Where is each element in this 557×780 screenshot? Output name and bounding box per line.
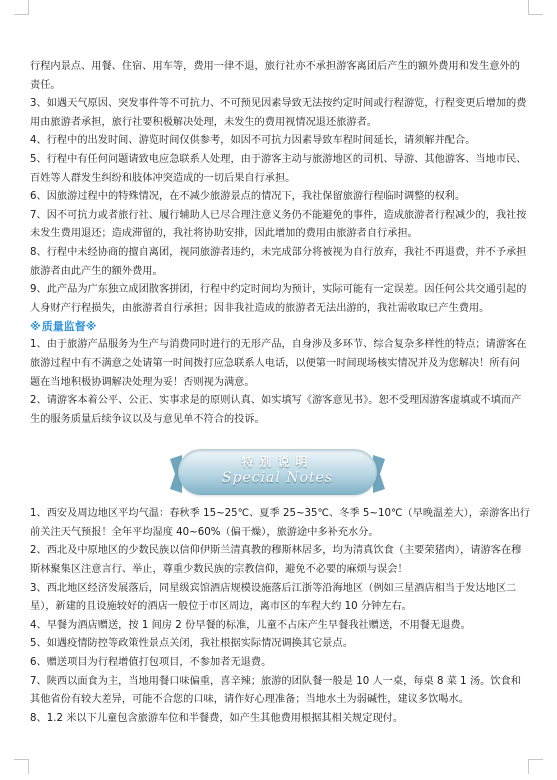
heading-mark: ※ <box>30 320 41 334</box>
paragraph: 2、西北及中原地区的少数民族以信仰伊斯兰清真教的穆斯林居多，均为清真饮食（主要荣猪肉），请游客在穆斯林聚集区注意言行、举止，尊重少数民族的宗教信仰，避免不必要的麻烦与误会！ <box>30 545 522 576</box>
page-corner-mark <box>14 759 29 774</box>
paragraph: 8、行程中未经协商的擅自离团，视同旅游者违约，未完成部分将被视为自行放弃，我社不再退费，并不予承担旅游者由此产生的额外费用。 <box>30 246 527 277</box>
paragraph: 1、由于旅游产品服务为生产与消费同时进行的无形产品，自身涉及多环节、综合复杂多样性的特点；请游客在旅游过程中有不满意之处请第一时间拨打应急联系人电话，以便第一时间现场核实情况并及为您解决！所有问题在当地积极协调解决处理为妥！否则视为满意。 <box>30 339 527 388</box>
special-notes-banner <box>170 449 385 495</box>
paragraph: 6、赠送项目为行程增值打包项目，不参加者无退费。 <box>30 657 272 669</box>
paragraph: 3、如遇天气原因、突发事件等不可抗力、不可预见因素导致无法按约定时间或行程游览，行程变更后增加的费用由旅游者承担，旅行社要积极解决处理，未发生的费用视情况退还旅游者。 <box>30 98 527 128</box>
document-body <box>30 58 530 728</box>
heading-text: 质量监督※ <box>41 320 97 334</box>
special-notes-banner-area <box>30 435 530 497</box>
paragraph: 1、西安及周边地区平均气温：春秋季 15~25℃、夏季 25~35℃、冬季 5~10℃（早晚温差大），亲游客出行前关注天气预报！全年平均湿度 40~60%（偏干燥），旅游途中多补充水分。 <box>30 508 531 538</box>
banner-title: 特别说明 <box>241 455 314 470</box>
paragraph: 2、请游客本着公平、公正、实事求是的原则认真、如实填写《游客意见书》。恕不受理因游客虚填或不填而产生的服务质量后续争议以及与意见单不符合的投诉。 <box>30 395 522 425</box>
paragraph: 7、陕西以面食为主，当地用餐口味偏重，喜辛辣；旅游的团队餐一般是 10 人一桌，每桌 8 菜 1 汤。饮食和其他省份有较大差异，可能不合您的口味，请作好心理准备；当地水土为弱碱性，建议多饮喝水。 <box>30 675 521 706</box>
paragraph: 4、早餐为酒店赠送，按 1 间房 2 份早餐的标准，儿童不占床产生早餐我社赠送，不用餐无退费。 <box>30 619 471 631</box>
banner-plate <box>178 449 377 495</box>
paragraph: 5、如遇疫情防控等政策性景点关闭，我社根据实际情况调换其它景点。 <box>30 638 353 650</box>
paragraph: 5、行程中有任何问题请致电应急联系人处理，由于游客主动与旅游地区的司机、导游、其他游客、当地市民、百姓等人群发生纠纷和肢体冲突造成的一切后果自行承担。 <box>30 153 527 184</box>
page-corner-mark <box>14 0 29 15</box>
paragraph: 7、因不可抗力或者旅行社、履行辅助人已尽合理注意义务仍不能避免的事件，造成旅游者行程减少的，我社按未发生费用退还；造成滞留的，我社将协助安排，因此增加的费用由旅游者自行承担。 <box>30 209 527 240</box>
page-corner-mark <box>528 759 543 774</box>
paragraph: 6、因旅游过程中的特殊情况，在不减少旅游景点的情况下，我社保留旅游行程临时调整的权利。 <box>30 191 466 203</box>
paragraph: 4、行程中的出发时间、游览时间仅供参考，如因不可抗力因素导致车程时间延长，请须解并配合。 <box>30 135 476 147</box>
section-heading-quality <box>30 318 530 336</box>
banner-subtitle: Special Notes <box>221 470 334 487</box>
paragraph: 3、西北地区经济发展落后，同星级宾馆酒店规模设施落后江浙等沿海地区（例如三星酒店相当于发达地区二星），新建的且设施较好的酒店一般位于市区周边，离市区的车程大约 10 分钟左右。 <box>30 582 517 613</box>
paragraph: 8、1.2 米以下儿童包含旅游车位和半餐费，如产生其他费用根据其相关规定现付。 <box>30 712 404 724</box>
page-corner-mark <box>528 0 543 15</box>
paragraph: 行程内景点、用餐、住宿、用车等，费用一律不退，旅行社亦不承担游客离团后产生的额外费用和发生意外的责任。 <box>30 61 520 91</box>
paragraph: 9、此产品为广东独立成团散客拼团，行程中约定时间均为预计，实际可能有一定误差。因任何公共交通引起的人身财产行程损失，由旅游者自行承担；因非我社造成的旅游者无法出游的，我社需收取已产生费用。 <box>30 284 527 314</box>
